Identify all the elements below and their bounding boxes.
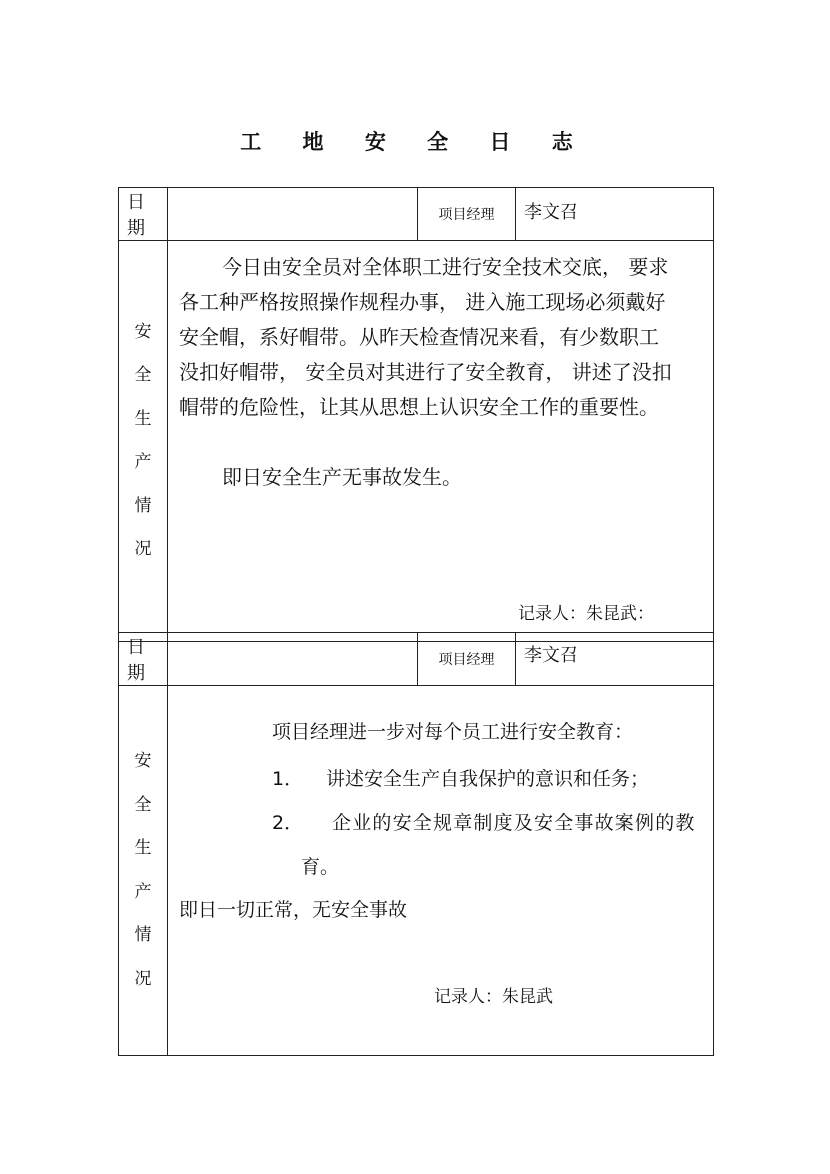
list-item-number: 1．	[272, 768, 304, 790]
date-value	[168, 188, 418, 241]
safety-content	[168, 241, 714, 642]
safety-summary: 即日一切正常，无安全事故	[179, 899, 408, 921]
recorder: 记录人：朱昆武：	[518, 604, 654, 624]
manager-label: 项目经理	[418, 633, 516, 686]
list-item-number: 2．	[272, 812, 304, 834]
manager-label: 项目经理	[418, 188, 516, 241]
date-label: 日 期	[119, 188, 168, 241]
document-title: 工 地 安 全 日 志	[240, 130, 590, 154]
safety-summary: 即日安全生产无事故发生。	[222, 465, 462, 489]
education-intro: 项目经理进一步对每个员工进行安全教育：	[272, 721, 634, 743]
date-label: 日 期	[119, 633, 168, 686]
list-item: 企业的安全规章制度及安全事故案例的教	[332, 812, 696, 834]
log-entry-1	[118, 187, 714, 642]
safety-status-label: 安 全 生 产 情 况	[119, 686, 168, 1056]
date-value	[168, 633, 418, 686]
log-entry-2	[118, 632, 714, 1056]
manager-value: 李文召	[516, 188, 714, 241]
safety-paragraph: 今日由安全员对全体职工进行安全技术交底， 要求 各工种严格按照操作规程办事， 进入施工现场必须戴好 安全帽，系好帽带。从昨天检查情况来看，有少数职工 没扣好帽带， 安全员对其进行了安全教育， 讲述了没扣 帽带的危险性，让其从思想上认识安全工作的重要性。	[179, 255, 672, 419]
recorder: 记录人：朱昆武	[434, 987, 553, 1007]
list-item-continuation: 育。	[301, 856, 340, 878]
manager-value: 李文召	[516, 633, 714, 686]
safety-content	[168, 686, 714, 1056]
list-item: 讲述安全生产自我保护的意识和任务；	[326, 768, 650, 790]
safety-status-label: 安 全 生 产 情 况	[119, 241, 168, 642]
